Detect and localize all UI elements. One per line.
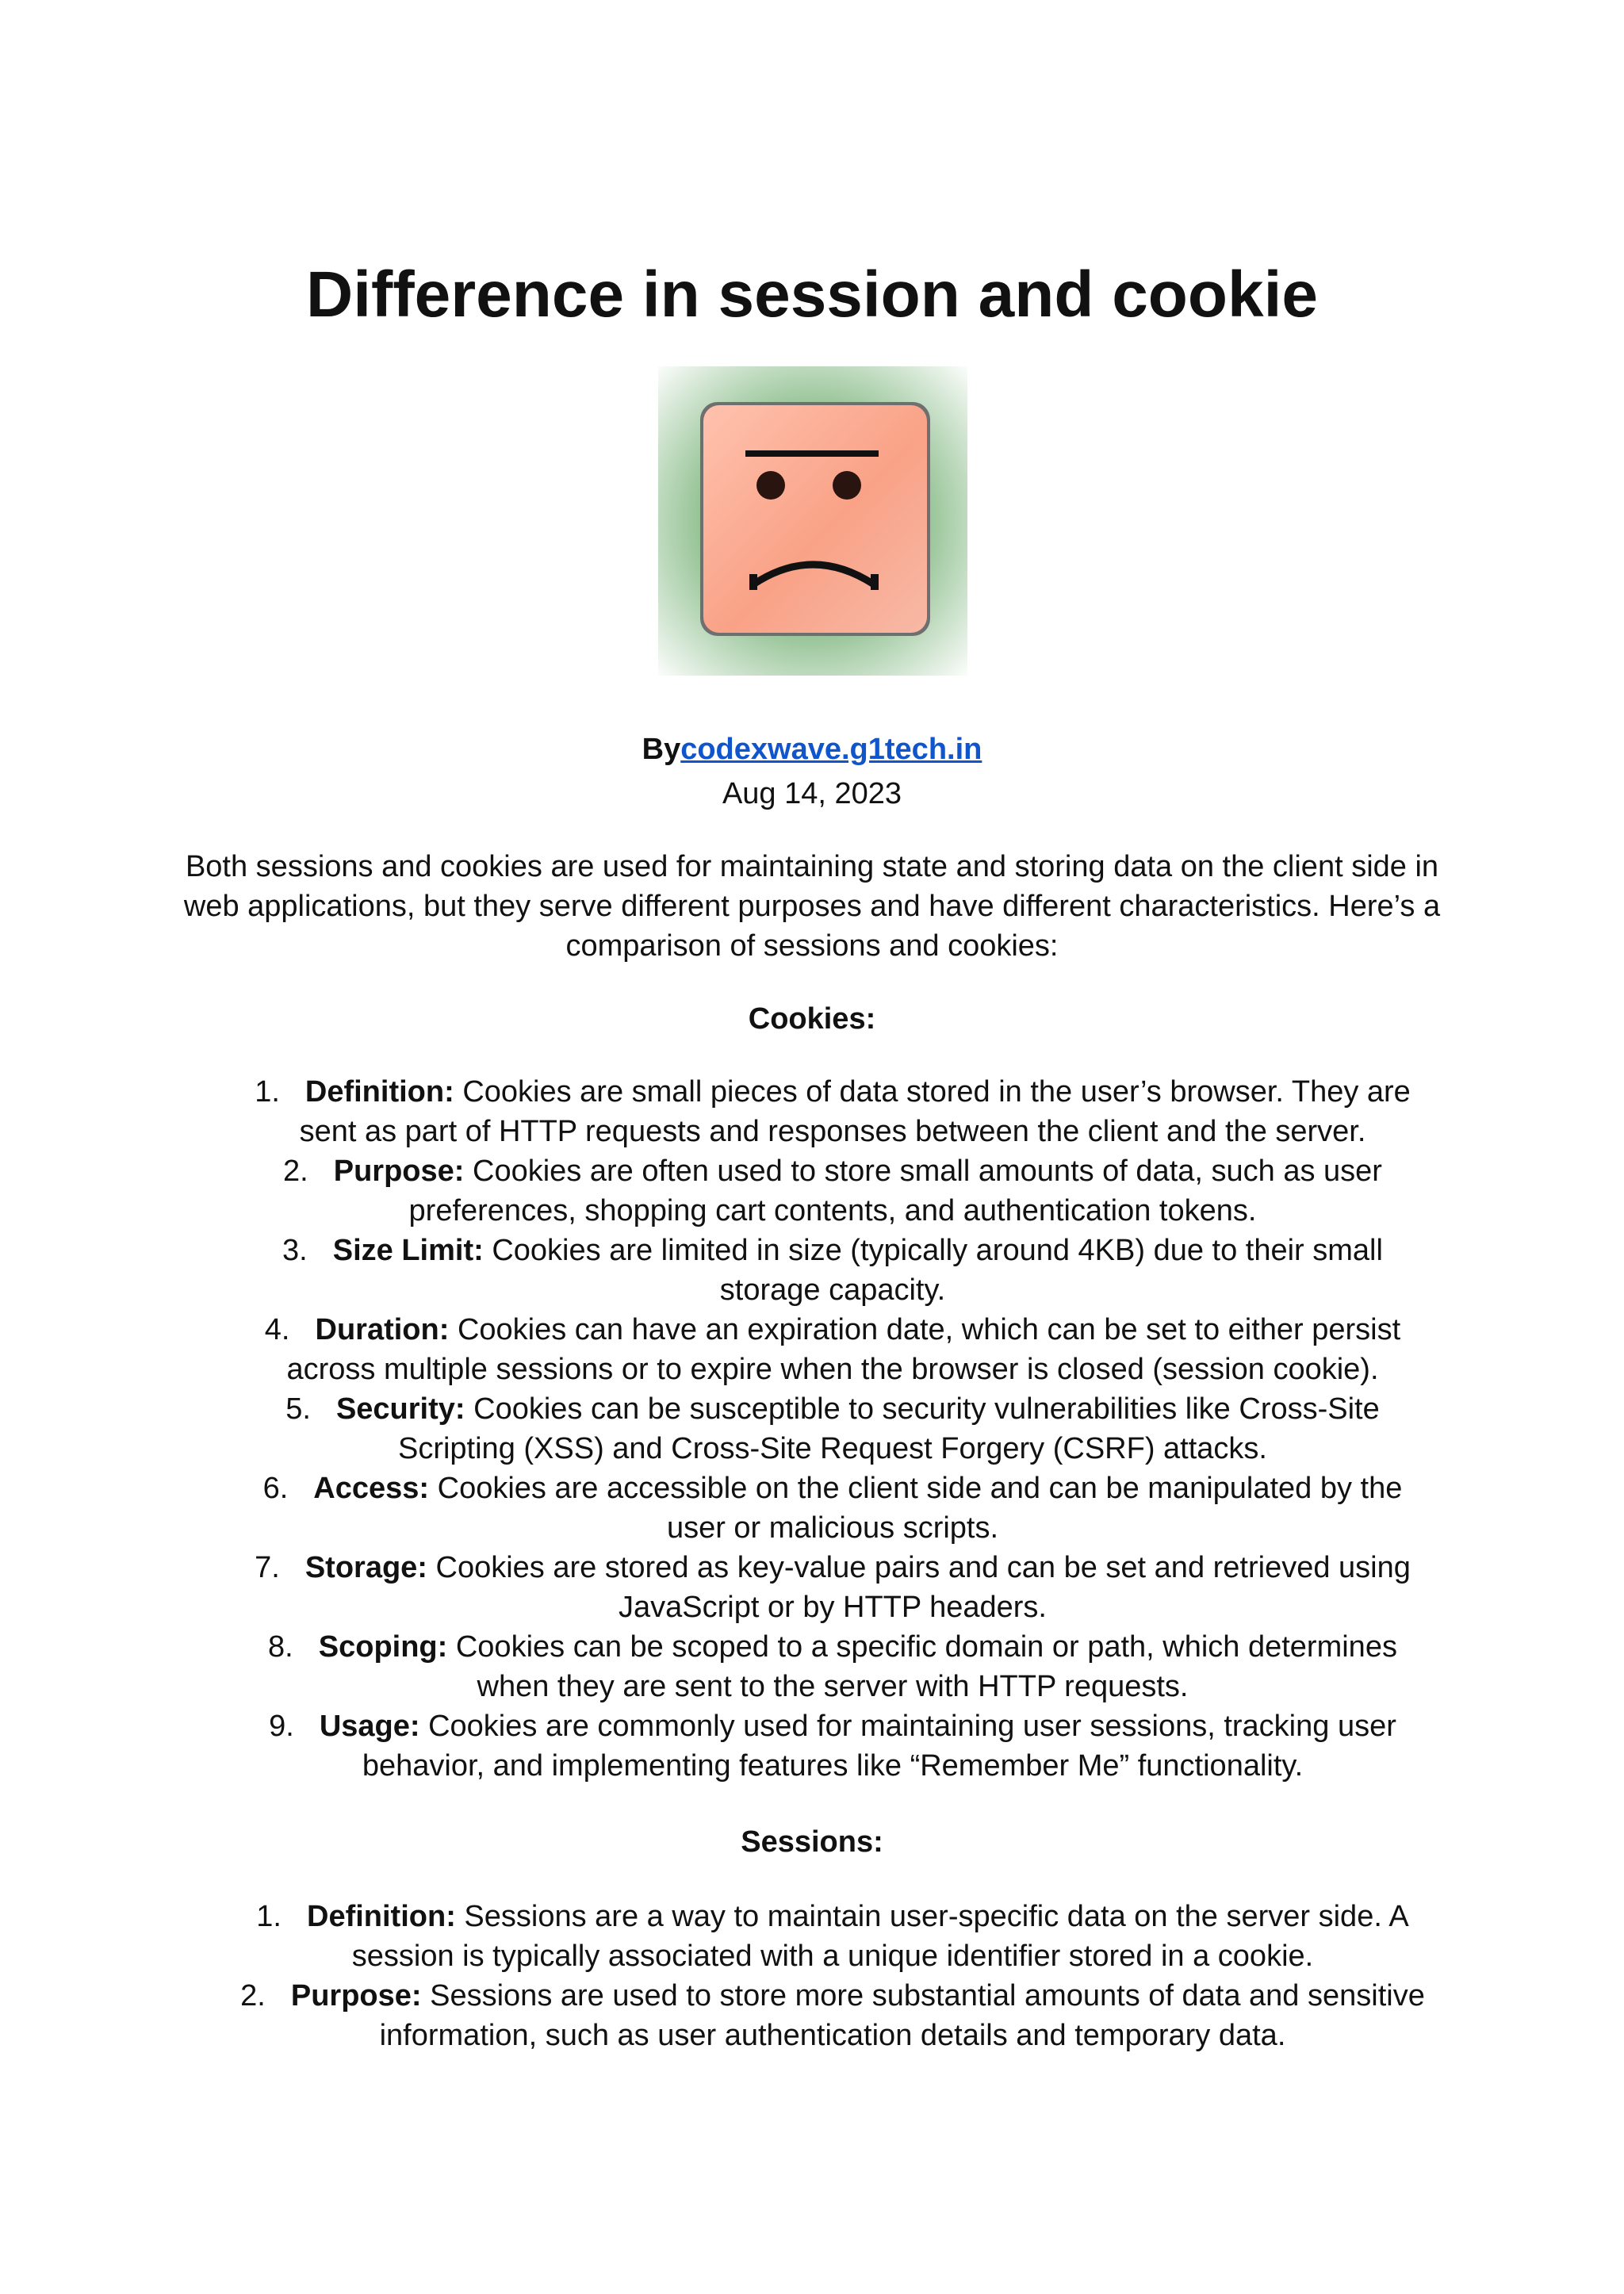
list-item: 8. Scoping: Cookies can be scoped to a specific domain or path, which determines when they are sent to the server with HTTP requests. [268, 1630, 1397, 1703]
list-item: 7. Storage: Cookies are stored as key-value pairs and can be set and retrieved using JavaScript or by HTTP headers. [255, 1551, 1411, 1624]
author-link[interactable]: codexwave.g1tech.in [680, 733, 982, 766]
list-item: 4. Duration: Cookies can have an expiration date, which can be set to either persist across multiple sessions or to expire when the browser is closed (session cookie). [264, 1313, 1401, 1386]
list-item: 5. Security: Cookies can be susceptible to security vulnerabilities like Cross-Site Scripting (XSS) and Cross-Site Request Forgery (CSRF) attacks. [285, 1392, 1380, 1465]
list-item: 2. Purpose: Cookies are often used to store small amounts of data, such as user preferences, shopping cart contents, and authentication tokens. [283, 1155, 1382, 1227]
sad-face-icon [658, 366, 967, 676]
list-item: 3. Size Limit: Cookies are limited in size (typically around 4KB) due to their small storage capacity. [282, 1234, 1383, 1307]
publish-date: Aug 14, 2023 [722, 777, 902, 810]
cookies-heading: Cookies: [748, 1002, 876, 1036]
sessions-heading: Sessions: [741, 1825, 883, 1859]
list-item: 1. Definition: Cookies are small pieces of data stored in the user’s browser. They are sent as part of HTTP requests and responses between the client and the server. [255, 1075, 1411, 1148]
sessions-list [238, 1897, 1427, 2055]
list-item: 6. Access: Cookies are accessible on the client side and can be manipulated by the user or malicious scripts. [262, 1472, 1403, 1545]
sad-face-image [658, 366, 967, 676]
list-item: 2. Purpose: Sessions are used to store more substantial amounts of data and sensitive information, such as user authentication details and temporary data. [240, 1979, 1425, 2052]
list-item: 9. Usage: Cookies are commonly used for maintaining user sessions, tracking user behavior, and implementing features like “Remember Me” functionality. [269, 1710, 1396, 1783]
byline [0, 730, 1624, 769]
page-title: Difference in session and cookie [306, 259, 1318, 331]
cookies-list [238, 1072, 1427, 1786]
list-item: 1. Definition: Sessions are a way to maintain user-specific data on the server side. A session is typically associated with a unique identifier stored in a cookie. [256, 1900, 1409, 1973]
byline-prefix: By [642, 733, 681, 766]
intro-paragraph: Both sessions and cookies are used for maintaining state and storing data on the client side in web applications, but they serve different purposes and have different characteristics. Here’s a comparison of sessions and cookies: [183, 850, 1441, 963]
